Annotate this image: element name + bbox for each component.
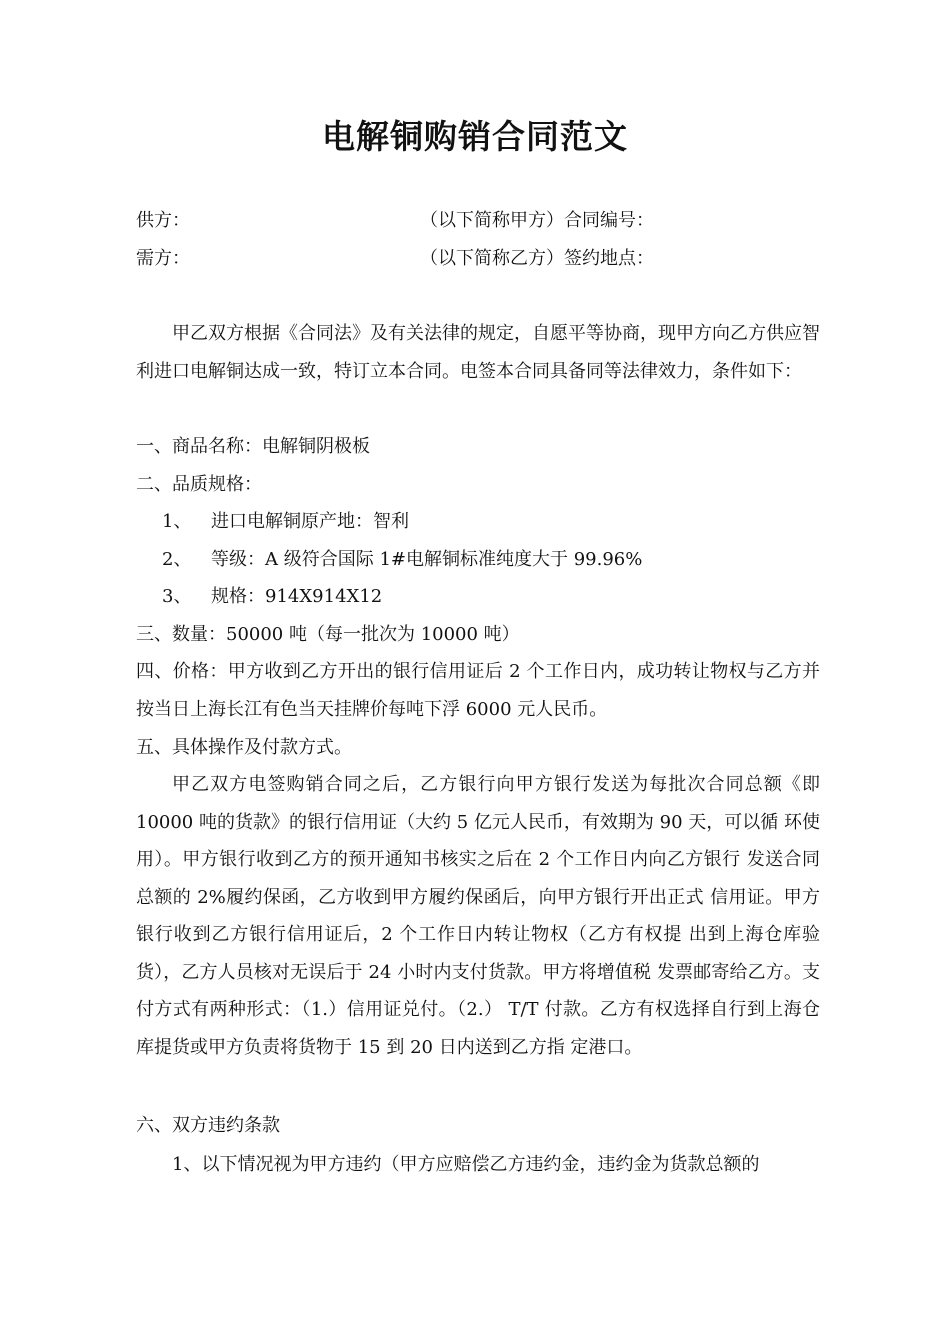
section-quality-spec: 二、品质规格： <box>136 474 262 495</box>
section-operation-payment: 五、具体操作及付款方式。 <box>136 737 352 758</box>
section-quantity: 三、数量：50000 吨（每一批次为 10000 吨） <box>136 624 520 645</box>
spec-item-number: 3、 <box>162 586 192 607</box>
spec-item-text: 等级：A 级符合国际 1#电解铜标准纯度大于 99.96% <box>211 549 643 570</box>
spec-item-number: 1、 <box>162 511 192 532</box>
section-product-name: 一、商品名称：电解铜阴极板 <box>136 436 370 457</box>
spec-item-text: 进口电解铜原产地：智利 <box>211 511 409 532</box>
document-title: 电解铜购销合同范文 <box>322 117 628 156</box>
supplier-alias: （以下简称甲方）合同编号： <box>420 210 654 231</box>
intro-paragraph: 甲乙双方根据《合同法》及有关法律的规定，自愿平等协商，现甲方向乙方供应智利进口电解铜达成一致，特订立本合同。电签本合同具备同等法律效力，条件如下： <box>136 323 820 382</box>
section-breach-terms: 六、双方违约条款 <box>136 1115 280 1136</box>
supplier-label: 供方： <box>136 210 190 231</box>
section-price: 四、价格：甲方收到乙方开出的银行信用证后 2 个工作日内，成功转让物权与乙方并按当日上海长江有色当天挂牌价每吨下浮 6000 元人民币。 <box>136 661 820 720</box>
buyer-alias: （以下简称乙方）签约地点： <box>420 248 654 269</box>
spec-item-text: 规格：914X914X12 <box>211 586 383 607</box>
breach-item-1: 1、以下情况视为甲方违约（甲方应赔偿乙方违约金，违约金为货款总额的 <box>172 1154 760 1175</box>
buyer-label: 需方： <box>136 248 190 269</box>
spec-item-number: 2、 <box>162 549 192 570</box>
operation-payment-body: 甲乙双方电签购销合同之后，乙方银行向甲方银行发送为每批次合同总额《即 10000 吨的货款》的银行信用证（大约 5 亿元人民币，有效期为 90 天，可以循 环使用）。甲方银行收到乙方的预开通知书核实之后在 2 个工作日内向乙方银行 发送合同总额的 2%履约保函，乙方收到甲方履约保函后，向甲方银行开出正式 信用证。甲方银行收到乙方银行信用证后，2 个工作日内转让物权（乙方有权提 出到上海仓库验货），乙方人员核对无误后于 24 小时内支付货款。甲方将增值税 发票邮寄给乙方。支付方式有两种形式：（1.）信用证兑付。（2.） T/T 付款。乙方有权选择自行到上海仓库提货或甲方负责将货物于 15 到 20 日内送到乙方指 定港口。 <box>136 774 820 1058</box>
